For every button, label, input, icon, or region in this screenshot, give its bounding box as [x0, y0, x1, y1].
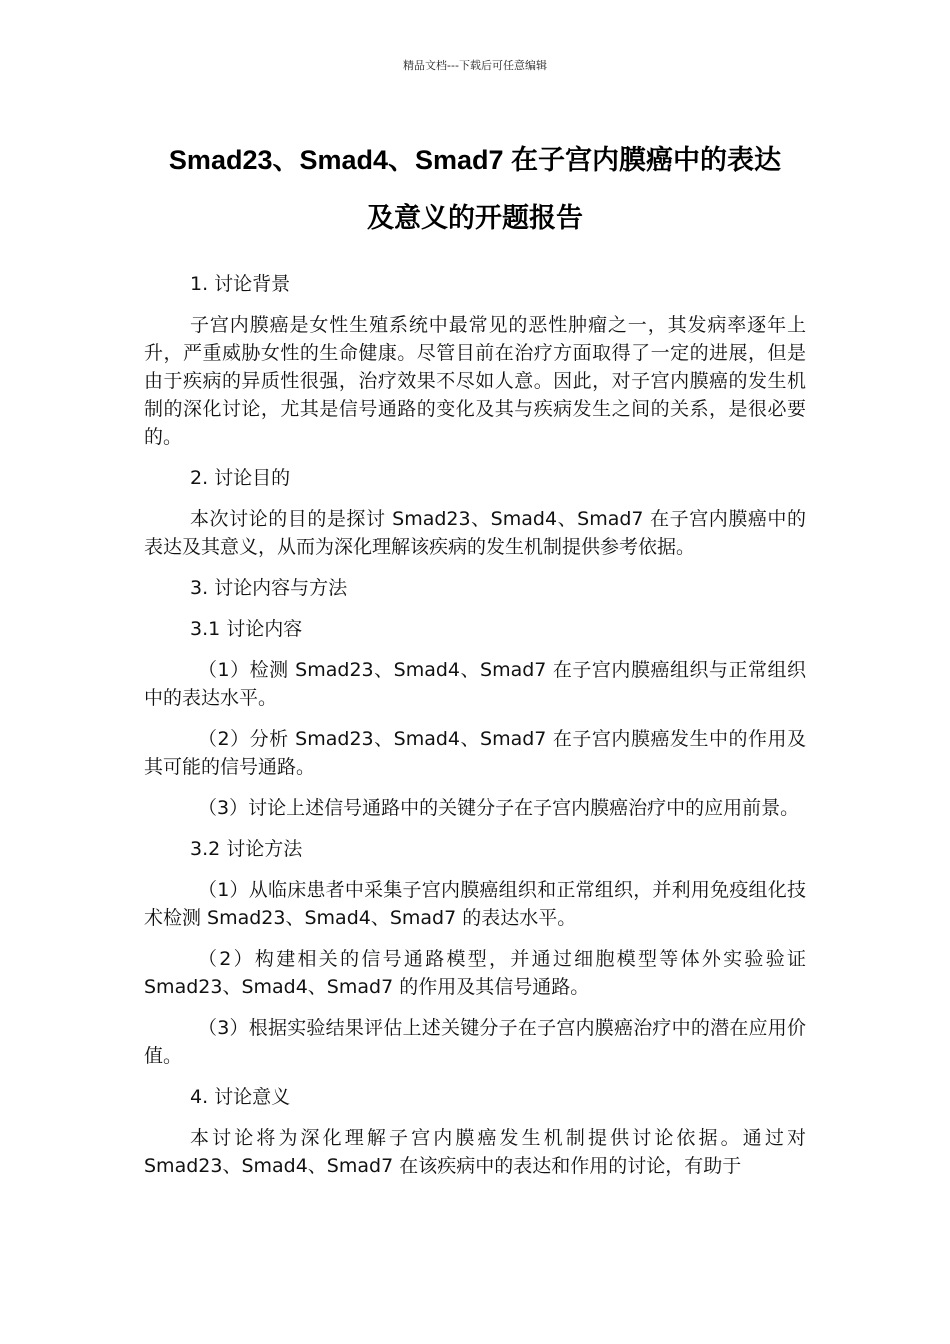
content-item-3: （3）讨论上述信号通路中的关键分子在子宫内膜癌治疗中的应用前景。 — [198, 797, 800, 819]
section-heading-content-method: 3. 讨论内容与方法 — [190, 577, 348, 599]
header-note: 精品文档---下载后可任意编辑 — [403, 59, 547, 72]
document-body — [144, 270, 806, 1193]
document-title-line-2: 及意义的开题报告 — [367, 203, 583, 233]
content-item-2: （2）分析 Smad23、Smad4、Smad7 在子宫内膜癌发生中的作用及其可能的信号通路。 — [144, 728, 806, 778]
section-heading-significance: 4. 讨论意义 — [190, 1086, 291, 1108]
method-item-3: （3）根据实验结果评估上述关键分子在子宫内膜癌治疗中的潜在应用价值。 — [144, 1017, 806, 1067]
paragraph-purpose: 本次讨论的目的是探讨 Smad23、Smad4、Smad7 在子宫内膜癌中的表达及其意义，从而为深化理解该疾病的发生机制提供参考依据。 — [144, 508, 806, 558]
section-heading-purpose: 2. 讨论目的 — [190, 467, 291, 489]
subsection-heading-method: 3.2 讨论方法 — [190, 838, 303, 860]
content-item-1: （1）检测 Smad23、Smad4、Smad7 在子宫内膜癌组织与正常组织中的表达水平。 — [144, 659, 806, 709]
subsection-heading-content: 3.1 讨论内容 — [190, 618, 303, 640]
paragraph-significance: 本讨论将为深化理解子宫内膜癌发生机制提供讨论依据。通过对 Smad23、Smad4、Smad7 在该疾病中的表达和作用的讨论，有助于 — [144, 1127, 806, 1177]
paragraph-background: 子宫内膜癌是女性生殖系统中最常见的恶性肿瘤之一，其发病率逐年上升，严重威胁女性的生命健康。尽管目前在治疗方面取得了一定的进展，但是由于疾病的异质性很强，治疗效果不尽如人意。因此，对子宫内膜癌的发生机制的深化讨论，尤其是信号通路的变化及其与疾病发生之间的关系，是很必要的。 — [144, 314, 806, 448]
method-item-2: （2）构建相关的信号通路模型，并通过细胞模型等体外实验验证 Smad23、Smad4、Smad7 的作用及其信号通路。 — [144, 948, 806, 998]
section-heading-background: 1. 讨论背景 — [190, 273, 291, 295]
document-title-line-1: Smad23、Smad4、Smad7 在子宫内膜癌中的表达 — [168, 145, 782, 175]
method-item-1: （1）从临床患者中采集子宫内膜癌组织和正常组织，并利用免疫组化技术检测 Smad23、Smad4、Smad7 的表达水平。 — [144, 879, 806, 929]
